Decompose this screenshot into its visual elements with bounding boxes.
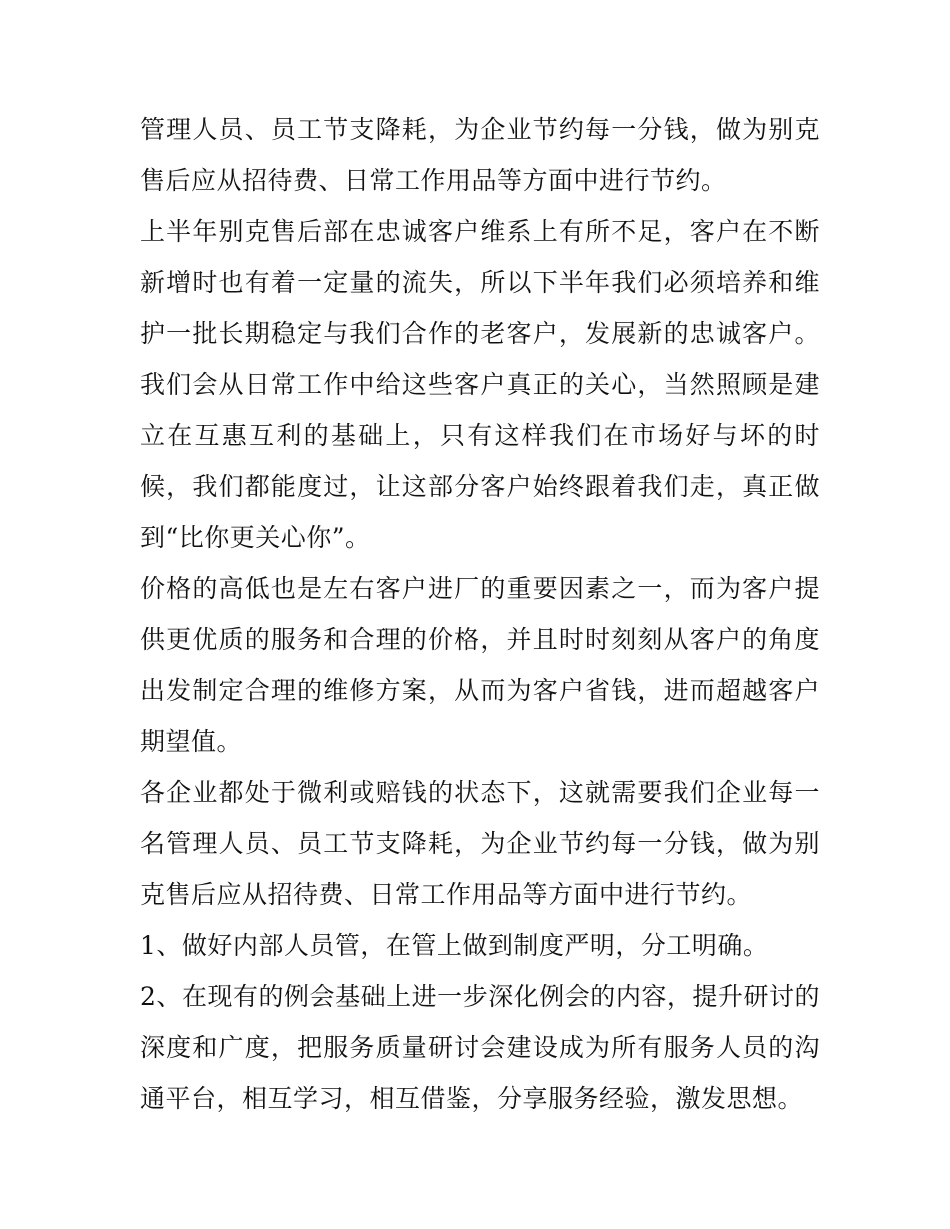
paragraph-cost-saving-intro: 管理人员、员工节支降耗，为企业节约每一分钱，做为别克售后应从招待费、日常工作用品等方面中进行节约。 <box>140 115 820 195</box>
document-body <box>140 104 820 1124</box>
paragraph-cost-saving: 各企业都处于微利或赔钱的状态下，这就需要我们企业每一名管理人员、员工节支降耗，为企业节约每一分钱，做为别克售后应从招待费、日常工作用品等方面中进行节约。 <box>140 778 820 909</box>
paragraph-loyal-customers: 上半年别克售后部在忠诚客户维系上有所不足，客户在不断新增时也有着一定量的流失，所以下半年我们必须培养和维护一批长期稳定与我们合作的老客户，发展新的忠诚客户。我们会从日常工作中给这些客户真正的关心，当然照顾是建立在互惠互利的基础上，只有这样我们在市场好与坏的时候，我们都能度过，让这部分客户始终跟着我们走，真正做到“比你更关心你”。 <box>140 217 820 552</box>
list-item-internal-management: 1、做好内部人员管，在管上做到制度严明，分工明确。 <box>140 931 769 960</box>
list-item-meetings: 2、在现有的例会基础上进一步深化例会的内容，提升研讨的深度和广度，把服务质量研讨会建设成为所有服务人员的沟通平台，相互学习，相互借鉴，分享服务经验，激发思想。 <box>140 982 820 1113</box>
paragraph-pricing: 价格的高低也是左右客户进厂的重要因素之一，而为客户提供更优质的服务和合理的价格，并且时时刻刻从客户的角度出发制定合理的维修方案，从而为客户省钱，进而超越客户期望值。 <box>140 574 820 756</box>
